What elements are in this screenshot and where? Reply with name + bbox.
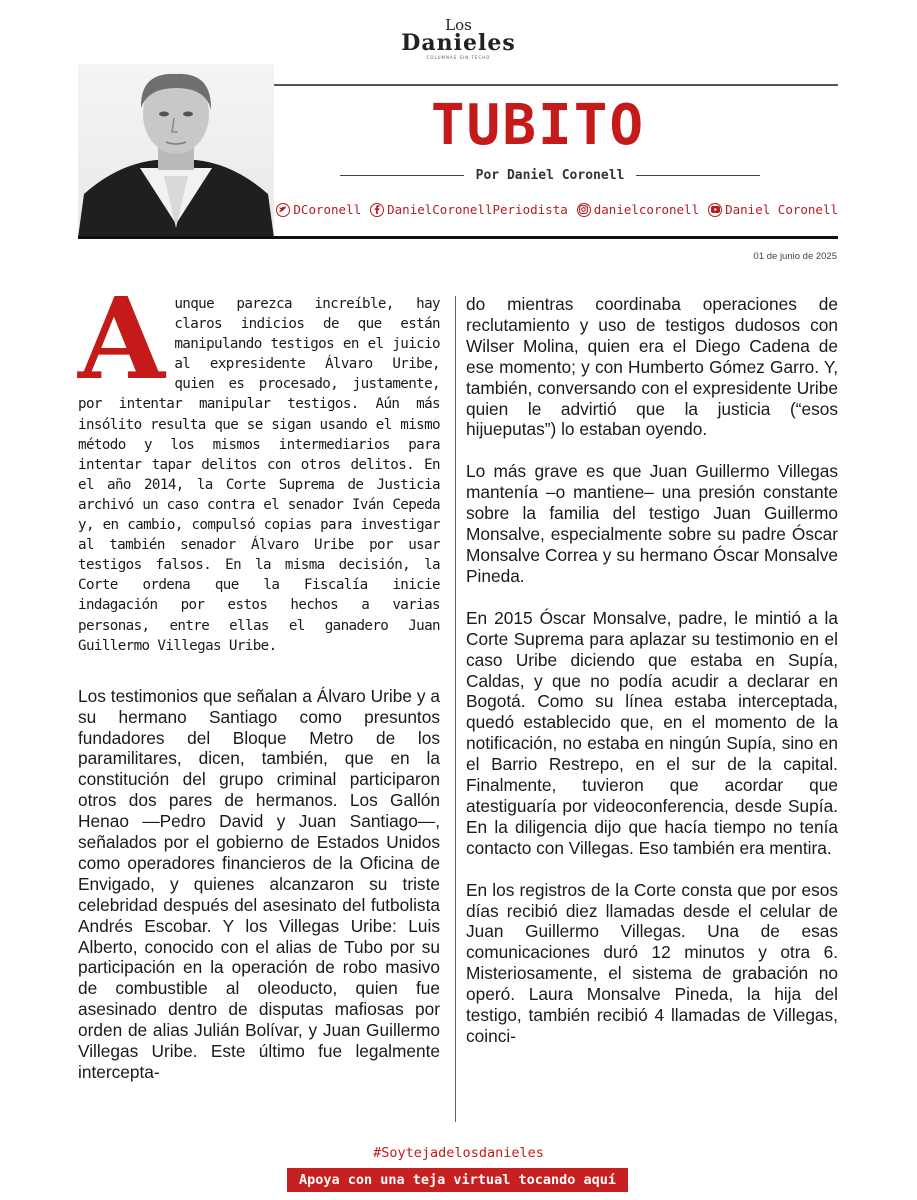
social-link-twitter[interactable] xyxy=(276,202,361,217)
byline-rule-right xyxy=(636,175,760,176)
column-header xyxy=(78,64,838,240)
column-title: TUBITO xyxy=(430,93,646,158)
logo-tagline: COLUMNAS SIN TECHO xyxy=(426,55,491,60)
social-link-youtube[interactable] xyxy=(708,202,838,217)
twitter-icon xyxy=(276,203,290,217)
drop-cap: A xyxy=(78,274,165,405)
header-bottom-rule xyxy=(78,236,838,239)
social-handle: Daniel Coronell xyxy=(725,202,838,217)
logo-top-text: Los xyxy=(445,16,472,34)
article-paragraph: En los registros de la Corte consta que por esos días recibió diez llamadas desde el celular de Juan Guillermo Villegas. Una de esas comunicaciones duró 12 minutos y otra 6. Misteriosamente, el sistema de grabación no operó. Laura Monsalve Pineda, la hija del testigo, también recibió 4 llamadas de Villegas, coinci- xyxy=(466,879,838,1046)
social-handle: DanielCoronellPeriodista xyxy=(387,202,568,217)
support-cta-button[interactable]: Apoya con una teja virtual tocando aquí xyxy=(287,1168,628,1192)
article-column-right xyxy=(466,294,838,1047)
social-link-facebook[interactable] xyxy=(370,202,568,217)
social-links xyxy=(276,202,838,217)
youtube-icon xyxy=(708,203,722,217)
lead-paragraph xyxy=(78,274,440,656)
author-portrait-illustration xyxy=(78,64,274,238)
site-logo[interactable] xyxy=(0,18,917,60)
article-column-left xyxy=(78,274,440,1104)
byline-rule-left xyxy=(340,175,464,176)
column-divider xyxy=(455,296,456,1122)
instagram-icon xyxy=(577,203,591,217)
article-paragraph: Lo más grave es que Juan Guillermo Villegas mantenía –o mantiene– una presión constante sobre la familia del testigo Juan Guillermo Monsalve, especialmente sobre su padre Óscar Monsalve Correa y su hermano Óscar Monsalve Pineda. xyxy=(466,461,838,586)
hashtag-link[interactable]: #Soytejadelosdanieles xyxy=(373,1145,544,1161)
article-paragraph: do mientras coordinaba operaciones de reclutamiento y uso de testigos dudosos con Wilser Molina, quien era el Diego Cadena de ese momento; y con Humberto Gómez Garro. Y, también, conversando con el expresidente Uribe quien le advirtió que la justicia (“esos hijueputas”) lo estaban oyendo. xyxy=(466,294,838,440)
social-handle: DCoronell xyxy=(293,202,362,217)
logo-main-text: Danieles xyxy=(401,30,516,56)
article-paragraph: En 2015 Óscar Monsalve, padre, le mintió a la Corte Suprema para aplazar su testimonio en el caso Uribe diciendo que estaba en Supía, Caldas, y que no podía acudir a declarar en Bogotá. Como su línea estaba interceptada, quedó establecido que, en el momento de la notificación, no estaba en ningún Supía, sino en el Barrio Restrepo, en el sur de la capital. Finalmente, tuvieron que acordar que atestiguaría por videoconferencia, desde Supía. En la diligencia dijo que hacía tiempo no tenía contacto con Villegas. Eso también era mentira. xyxy=(466,607,838,858)
social-handle: danielcoronell xyxy=(593,202,700,217)
author-photo xyxy=(78,64,274,238)
byline-row xyxy=(340,168,760,183)
article-paragraph: Los testimonios que señalan a Álvaro Uribe y a su hermano Santiago como presuntos fundadores del Bloque Metro de los paramilitares, dicen, también, que en la constitución del grupo criminal participaron otros dos pares de hermanos. Los Gallón Henao —Pedro David y Juan Santiago—, señalados por el gobierno de Estados Unidos como operadores financieros de la Oficina de Envigado, y quienes alcanzaron su triste celebridad después del asesinato del futbolista Andrés Escobar. Y los Villegas Uribe: Luis Alberto, conocido con el alias de Tubo por su participación en la operación de robo masivo de combustible al oleoducto, quien fue asesinado dentro de disputas mafiosas por orden de alias Julián Bolívar, y Juan Guillermo Villegas Uribe. Este último fue legalmente intercepta- xyxy=(78,685,440,1082)
byline: Por Daniel Coronell xyxy=(475,168,625,183)
social-link-instagram[interactable] xyxy=(577,202,699,217)
header-top-rule xyxy=(274,84,838,86)
facebook-icon xyxy=(370,203,384,217)
lead-text: unque parezca increíble, hay claros indicios de que están manipulando testigos en el juicio al expresidente Álvaro Uribe, quien es procesado, justamente, por intentar manipular testigos. Aún más insólito resulta que se sigan usando el mismo método y los mismos intermediarios para intentar tapar delitos con otros delitos. En el año 2014, la Corte Suprema de Justicia archivó un caso contra el senador Iván Cepeda y, en cambio, compulsó copias para investigar al también senador Álvaro Uribe por usar testigos falsos. En la misma decisión, la Corte ordena que la Fiscalía inicie indagación por estos hechos a varias personas, entre ellas el ganadero Juan Guillermo Villegas Uribe. xyxy=(78,296,440,654)
publication-date: 01 de junio de 2025 xyxy=(753,251,837,262)
